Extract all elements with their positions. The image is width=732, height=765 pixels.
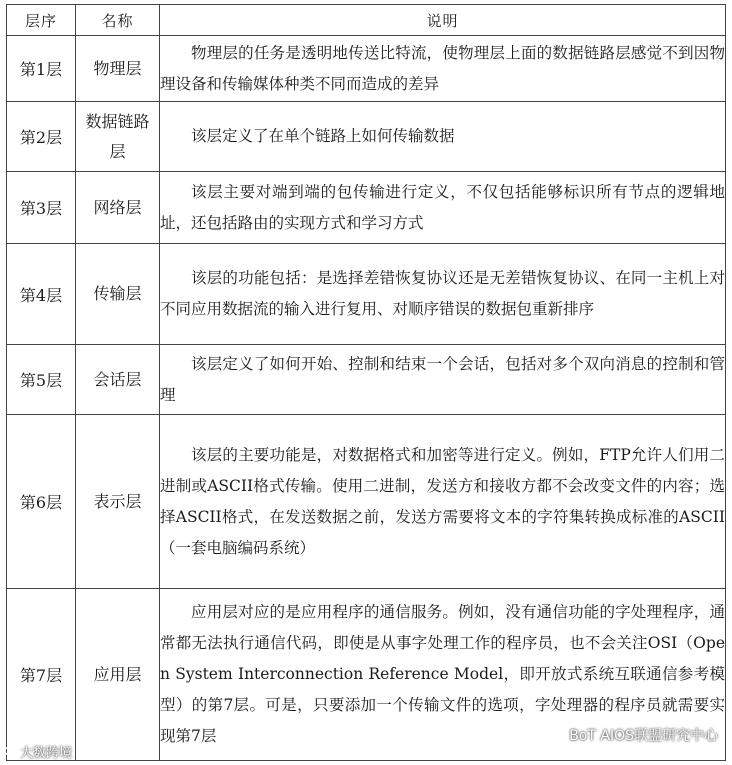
header-description: 说明 (160, 5, 726, 36)
layer-description: 应用层对应的是应用程序的通信服务。例如，没有通信功能的字处理程序，通常都无法执行通信代码，即使是从事字处理工作的程序员，也不会关注OSI（Open System Interconnection Reference Model，即开放式系统互联通信参考模型）的第7层。可是，只要添加一个传输文件的选项，字处理器的程序员就需要实现第7层 (160, 589, 726, 761)
layer-name: 应用层 (76, 589, 160, 761)
osi-layers-table (6, 4, 726, 761)
wechat-icon (4, 745, 18, 759)
layer-number: 第4层 (7, 244, 76, 345)
watermark-right-text: BoT AIOS联盟研究中心 (569, 728, 718, 744)
layer-name: 会话层 (76, 345, 160, 415)
watermark-left (4, 742, 72, 761)
watermark-left-text: 大数跨境 (20, 746, 73, 761)
table-row (7, 244, 726, 345)
layer-name-text: 数据链路层 (85, 111, 150, 161)
layer-number: 第1层 (7, 36, 76, 102)
layer-number: 第3层 (7, 172, 76, 244)
layer-name (76, 102, 160, 172)
table-row (7, 172, 726, 244)
layer-name: 传输层 (76, 244, 160, 345)
wechat-icon (551, 728, 565, 742)
watermark-right (551, 725, 718, 745)
layer-name: 网络层 (76, 172, 160, 244)
layer-description: 该层的主要功能是，对数据格式和加密等进行定义。例如，FTP允许人们用二进制或ASCII格式传输。使用二进制，发送方和接收方都不会改变文件的内容；选择ASCII格式，在发送数据之前，发送方需要将文本的字符集转换成标准的ASCII（一套电脑编码系统） (160, 415, 726, 589)
layer-number: 第5层 (7, 345, 76, 415)
layer-number: 第7层 (7, 589, 76, 761)
layer-description: 物理层的任务是透明地传送比特流，使物理层上面的数据链路层感觉不到因物理设备和传输媒体种类不同而造成的差异 (160, 36, 726, 102)
layer-description: 该层定义了如何开始、控制和结束一个会话，包括对多个双向消息的控制和管理 (160, 345, 726, 415)
layer-description: 该层的功能包括：是选择差错恢复协议还是无差错恢复协议、在同一主机上对不同应用数据流的输入进行复用、对顺序错误的数据包重新排序 (160, 244, 726, 345)
table-row (7, 36, 726, 102)
table-row (7, 102, 726, 172)
layer-name: 物理层 (76, 36, 160, 102)
table-row (7, 415, 726, 589)
layer-description: 该层定义了在单个链路上如何传输数据 (160, 102, 726, 172)
layer-description: 该层主要对端到端的包传输进行定义，不仅包括能够标识所有节点的逻辑地址，还包括路由的实现方式和学习方式 (160, 172, 726, 244)
table-header-row (7, 5, 726, 36)
table-row (7, 345, 726, 415)
layer-name: 表示层 (76, 415, 160, 589)
header-name: 名称 (76, 5, 160, 36)
header-layer-order: 层序 (7, 5, 76, 36)
layer-number: 第6层 (7, 415, 76, 589)
layer-number: 第2层 (7, 102, 76, 172)
